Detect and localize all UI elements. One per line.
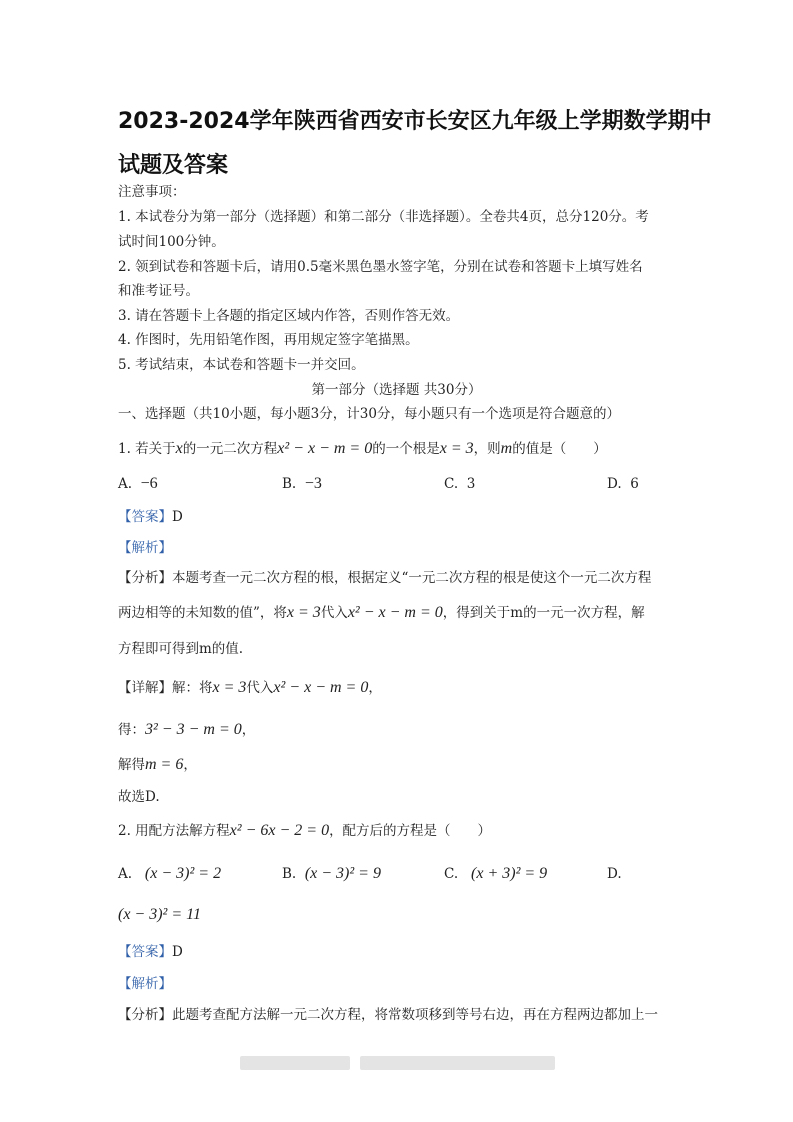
footer-watermark: [240, 1056, 350, 1070]
q2-analysis-tag: 【解析】: [118, 976, 172, 992]
notice-line: 3. 请在答题卡上各题的指定区域内作答，否则作答无效。: [118, 308, 460, 324]
q1-text: ，则: [473, 441, 501, 457]
q1-analysis-tag: 【解析】: [118, 540, 172, 556]
question-2: 2. 用配方法解方程x² − 6x − 2 = 0，配方后的方程是（ ）: [118, 822, 492, 839]
q1-var-m: m: [500, 440, 513, 457]
q1-option-b: B. −3: [282, 475, 322, 492]
q1-fenxi-line2: 两边相等的未知数的值”，将x = 3代入x² − x − m = 0，得到关于m的一元一次方程，解: [118, 604, 645, 621]
q1-option-a: A. −6: [118, 475, 158, 492]
q2-option-a: A. (x − 3)² = 2: [118, 865, 222, 882]
q2-option-c: C. (x + 3)² = 9: [444, 865, 548, 882]
notice-line: 试时间100分钟。: [118, 234, 225, 250]
q1-xiangjie: 【详解】解：将x = 3代入x² − x − m = 0，: [118, 679, 382, 696]
answer-tag: 【答案】: [118, 509, 172, 525]
notice-line: 5. 考试结束，本试卷和答题卡一并交回。: [118, 357, 365, 373]
document-title-line2: 试题及答案: [118, 153, 229, 178]
q1-option-d: D. 6: [607, 476, 639, 492]
answer-tag: 【答案】: [118, 944, 172, 960]
q2-option-d-value: (x − 3)² = 11: [118, 906, 201, 923]
q2-option-d: D.: [607, 866, 622, 882]
q1-text: 的值是（ ）: [512, 441, 607, 457]
q2-answer: 【答案】D: [118, 944, 183, 960]
q1-text: 的一元二次方程: [182, 441, 278, 457]
notice-line: 1. 本试卷分为第一部分（选择题）和第二部分（非选择题）。全卷共4页，总分120分。考: [118, 209, 649, 225]
q1-fenxi-line3: 方程即可得到m的值.: [118, 641, 244, 657]
q1-step2: 解得m = 6，: [118, 756, 197, 773]
q2-option-b: B. (x − 3)² = 9: [282, 865, 381, 882]
q1-step1: 得：3² − 3 − m = 0，: [118, 721, 256, 738]
footer-watermark: [360, 1056, 555, 1070]
notice-line: 2. 领到试卷和答题卡后，请用0.5毫米黑色墨水签字笔，分别在试卷和答题卡上填写姓名: [118, 259, 643, 275]
q1-var-x: x: [175, 440, 183, 457]
q1-conclusion: 故选D.: [118, 789, 160, 805]
notice-line: 4. 作图时，先用铅笔作图，再用规定签字笔描黑。: [118, 332, 419, 348]
question-1: [118, 440, 607, 458]
q1-equation: x² − x − m = 0: [277, 440, 373, 457]
notice-line: 和准考证号。: [118, 283, 199, 299]
q1-fenxi-line1: 【分析】本题考查一元二次方程的根，根据定义“一元二次方程的根是使这个一元二次方程: [118, 570, 652, 586]
q1-answer: 【答案】D: [118, 509, 183, 525]
q1-text: 的一个根是: [372, 441, 440, 457]
notice-header: 注意事项：: [118, 184, 186, 200]
part1-title: 第一部分（选择题 共30分）: [311, 382, 482, 398]
q2-fenxi-line1: 【分析】此题考查配方法解一元二次方程，将常数项移到等号右边，再在方程两边都加上一: [118, 1007, 658, 1023]
document-title-line1: 2023-2024学年陕西省西安市长安区九年级上学期数学期中: [118, 109, 712, 134]
q1-root: x = 3: [439, 440, 474, 457]
section1-heading: 一、选择题（共10小题，每小题3分，计30分，每小题只有一个选项是符合题意的）: [118, 406, 620, 422]
q1-option-c: C. 3: [444, 476, 476, 492]
q1-text: 1. 若关于: [118, 441, 176, 457]
